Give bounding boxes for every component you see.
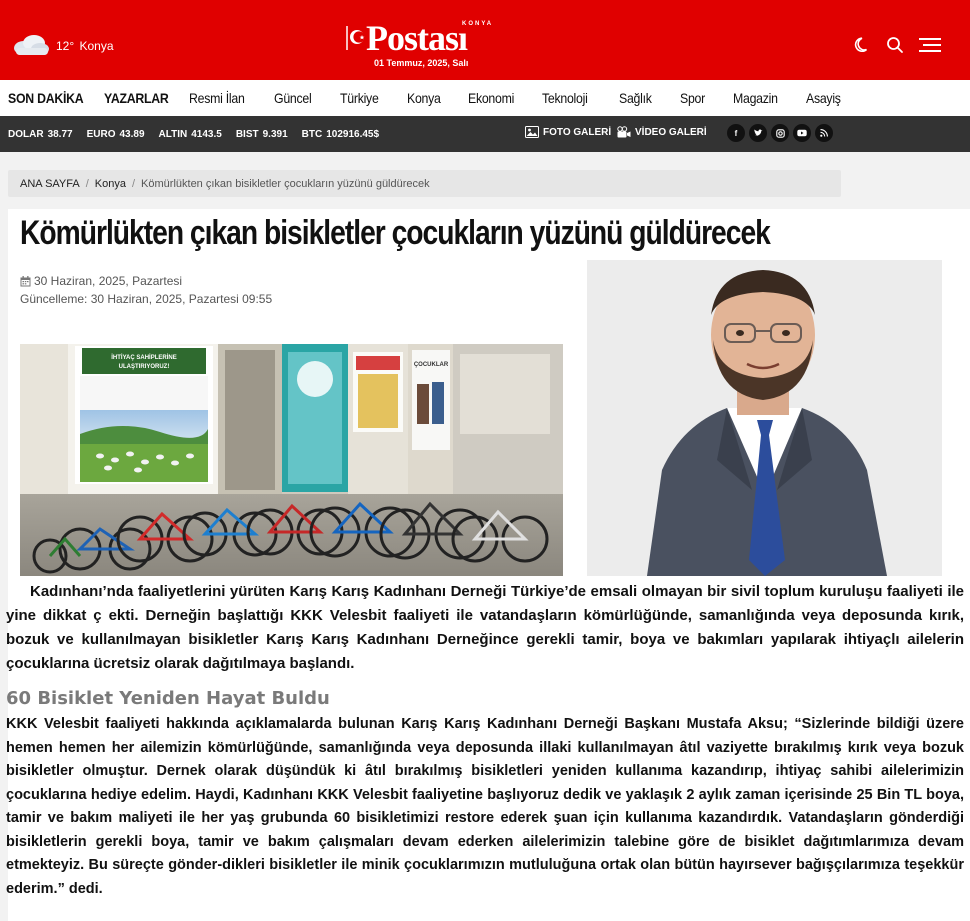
nav-yazarlar[interactable]: YAZARLAR xyxy=(104,90,169,106)
header-date: 01 Temmuz, 2025, Salı xyxy=(374,58,469,68)
finance-label: BTC xyxy=(301,128,323,140)
finance-value: 38.77 xyxy=(47,128,73,140)
image-icon xyxy=(525,126,539,138)
article-paragraph-1 xyxy=(6,580,964,676)
category-nav xyxy=(0,80,970,116)
svg-text:İHTİYAÇ SAHİPLERİNE: İHTİYAÇ SAHİPLERİNE xyxy=(111,355,177,361)
article-subheading: 60 Bisiklet Yeniden Hayat Buldu xyxy=(6,688,330,709)
logo-name: Postası xyxy=(366,18,467,58)
search-icon[interactable] xyxy=(886,36,904,54)
photo-gallery-label: FOTO GALERİ xyxy=(543,126,612,138)
finance-label: EURO xyxy=(86,128,116,140)
instagram-icon[interactable] xyxy=(771,124,789,142)
article-image-portrait xyxy=(587,260,942,576)
weather-widget[interactable] xyxy=(10,32,114,60)
twitter-icon[interactable] xyxy=(749,124,767,142)
finance-value: 9.391 xyxy=(262,128,288,140)
video-camera-icon xyxy=(617,126,631,138)
breadcrumb-separator: / xyxy=(131,177,136,190)
finance-value: 102916.45$ xyxy=(326,128,380,140)
menu-icon[interactable] xyxy=(918,36,942,54)
nav-konya[interactable]: Konya xyxy=(407,90,441,106)
nav-resmi-ilan[interactable]: Resmi İlan xyxy=(189,90,245,106)
nav-saglik[interactable]: Sağlık xyxy=(619,90,652,106)
nav-asayis[interactable]: Asayiş xyxy=(806,90,841,106)
nav-son-dakika[interactable]: SON DAKİKA xyxy=(8,90,84,106)
paragraph-1-text: Kadınhanı’nda faaliyetlerini yürüten Karış Karış Kadınhanı Derneği Türkiye’de emsali olmayan bir sivil toplum kuruluşu faaliyeti ile yine dikkat ç ekti. Derneğin başlattığı KKK Velesbit faaliyeti ile vatandaşların kömürlüğünde, samanlığında veya deposunda kırık, bozuk ve kullanılmayan bisikletler Karış Karış Kadınhanı Derneğince gerekli tamir, boya ve bakımları yapılarak ihtiyaçlı ailelerin çocuklarına ücretsiz olarak dağıtılmaya başlandı. xyxy=(6,583,964,672)
finance-label: BIST xyxy=(235,128,259,140)
article-image-bicycles xyxy=(20,344,563,576)
nav-ekonomi[interactable]: Ekonomi xyxy=(468,90,515,106)
facebook-icon[interactable]: f xyxy=(727,124,745,142)
rss-icon[interactable] xyxy=(815,124,833,142)
nav-teknoloji[interactable]: Teknoloji xyxy=(542,90,588,106)
breadcrumb-home[interactable]: ANA SAYFA xyxy=(20,177,80,190)
site-logo[interactable] xyxy=(344,18,514,70)
breadcrumb-current: Kömürlükten çıkan bisikletler çocukların yüzünü güldürecek xyxy=(141,177,430,190)
breadcrumb-category[interactable]: Konya xyxy=(94,177,126,190)
update-date: Güncelleme: 30 Haziran, 2025, Pazartesi 09:55 xyxy=(20,292,273,306)
calendar-icon xyxy=(20,276,31,287)
article-paragraph-2: KKK Velesbit faaliyeti hakkında açıklamalarda bulunan Karış Karış Kadınhanı Derneği Başkanı Mustafa Aksu; “Sizlerinde bildiği üzere hemen hemen her ailemizin kömürlüğünde, samanlığında veya deposunda illaki kullanılmayan âtıl vaziyette bırakılmış kırık veya bozuk bisikletler olmuştur. Dernek olarak düşündük ki âtıl bırakılmış bisikletleri yeniden kullanıma kazandırıp, ihtiyaç sahibi ailelerimizin çocuklarına hediye edelim. Haydi, Kadınhanı KKK Velesbit faaliyetine başlıyoruz dedik ve yaklaşık 2 aylık zaman içerisinde 25 Bin TL boya, tamir ve bakım maliyeti ile her yaş grubunda 60 bisikletimizi restore ederek şuan için kullanıma kazandırdık. Vatandaşların gönderdiği bisikletlerin gerekli boya, tamir ve bakım çalışmaları devam ederken ailelerimizin talebine göre de bisiklet dağıtımlarımıza devam etmekteyiz. Bu süreçte gönder-dikleri bisikletler ile minik çocuklarımızın mutluluğuna ortak olan bütün hayırsever bağışçılarımıza teşekkür ederim.” dedi. xyxy=(6,716,964,897)
finance-bist xyxy=(236,129,302,140)
breadcrumb-separator: / xyxy=(85,177,89,190)
breadcrumb xyxy=(8,170,841,197)
svg-text:ÇOCUKLAR: ÇOCUKLAR xyxy=(413,362,449,368)
moon-icon[interactable] xyxy=(854,36,872,54)
cloud-icon xyxy=(10,32,52,60)
nav-turkiye[interactable]: Türkiye xyxy=(340,90,379,106)
article-title: Kömürlükten çıkan bisikletler çocukların yüzünü güldürecek xyxy=(20,214,770,252)
finance-value: 4143.5 xyxy=(191,128,222,140)
youtube-icon[interactable] xyxy=(793,124,811,142)
svg-text:ULAŞTIRIYORUZ!: ULAŞTIRIYORUZ! xyxy=(118,364,170,370)
video-gallery-link[interactable] xyxy=(617,126,707,138)
finance-btc xyxy=(302,129,393,140)
nav-spor[interactable]: Spor xyxy=(680,90,705,106)
crescent-flag-icon xyxy=(344,24,366,52)
finance-dolar xyxy=(8,129,87,140)
weather-temp: 12° xyxy=(56,39,75,53)
nav-magazin[interactable]: Magazin xyxy=(733,90,778,106)
publish-date-text: 30 Haziran, 2025, Pazartesi xyxy=(34,274,183,288)
finance-euro xyxy=(87,129,159,140)
logo-city: KONYA xyxy=(462,21,494,27)
header-actions xyxy=(854,36,942,54)
finance-label: ALTIN xyxy=(158,128,188,140)
finance-altin xyxy=(159,129,236,140)
finance-value: 43.89 xyxy=(119,128,145,140)
weather-city: Konya xyxy=(79,39,114,53)
photo-gallery-link[interactable] xyxy=(525,126,611,138)
finance-label: DOLAR xyxy=(8,128,44,140)
publish-date xyxy=(20,274,182,288)
nav-guncel[interactable]: Güncel xyxy=(274,90,312,106)
video-gallery-label: VİDEO GALERİ xyxy=(635,126,707,138)
social-links xyxy=(727,124,833,142)
